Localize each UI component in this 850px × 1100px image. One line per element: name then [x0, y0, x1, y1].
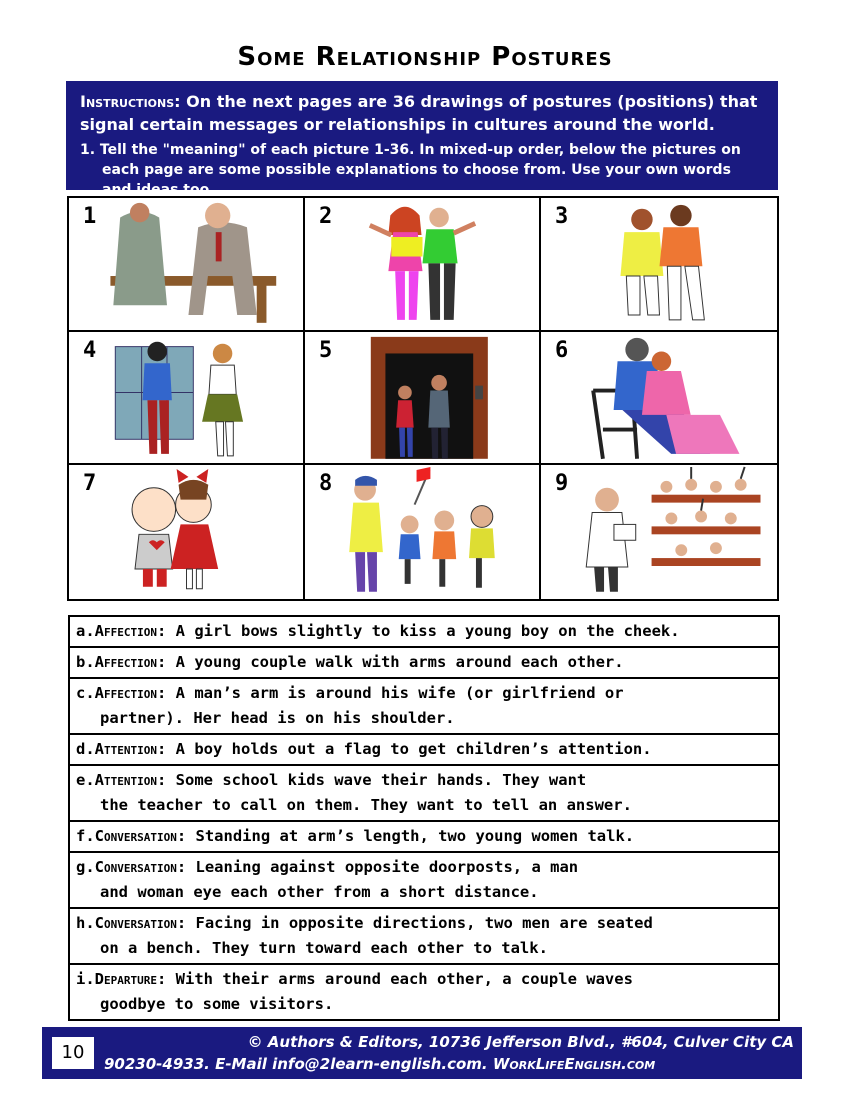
page-title: Some Relationship Postures [237, 42, 613, 72]
picture-cell-2 [305, 198, 541, 332]
answer-item-f [70, 822, 778, 853]
answer-text-continued: the teacher to call on them. They want to tell an answer. [100, 796, 632, 814]
page-number: 10 [52, 1037, 94, 1069]
picture-number: 6 [555, 337, 569, 363]
picture-cell-3 [541, 198, 777, 332]
picture-number: 5 [319, 337, 333, 363]
answer-text: Some school kids wave their hands. They want [166, 771, 587, 789]
page-footer [42, 1027, 802, 1079]
answer-item-e [70, 766, 778, 822]
answer-text-continued: on a bench. They turn toward each other to talk. [100, 939, 548, 957]
picture-grid [67, 196, 779, 601]
instructions-box [66, 81, 778, 198]
answer-letter: f. [76, 827, 95, 845]
illustration-classroom [541, 465, 777, 599]
answer-text: A boy holds out a flag to get children’s attention. [166, 740, 652, 758]
picture-number: 4 [83, 337, 97, 363]
picture-number: 8 [319, 471, 333, 497]
answer-item-i [70, 965, 778, 1019]
answer-category: Attention: [94, 771, 167, 789]
picture-cell-1 [69, 198, 305, 332]
answer-item-d [70, 735, 778, 766]
answer-list [68, 615, 780, 1021]
illustration-women-at-lockers [69, 332, 303, 464]
picture-cell-7 [69, 465, 305, 599]
answer-letter: e. [76, 771, 95, 789]
footer-copyright [104, 1031, 794, 1075]
footer-email: 90230-4933. E-Mail info@2learn-english.com. [104, 1055, 493, 1073]
answer-category: Affection: [94, 653, 167, 671]
footer-line-1: © Authors & Editors, 10736 Jefferson Blvd., #604, Culver City CA [247, 1033, 794, 1051]
answer-category: Conversation: [94, 914, 187, 932]
answer-text-continued: partner). Her head is on his shoulder. [100, 709, 455, 727]
picture-number: 7 [83, 471, 97, 497]
answer-item-g [70, 853, 778, 909]
footer-line-2 [104, 1053, 794, 1075]
answer-letter: i. [76, 970, 95, 988]
picture-cell-5 [305, 332, 541, 466]
answer-item-h [70, 909, 778, 965]
answer-item-b [70, 648, 778, 679]
footer-website: WorkLifeEnglish.com [492, 1055, 656, 1073]
answer-text: Facing in opposite directions, two men are seated [186, 914, 653, 932]
illustration-boy-with-flag [305, 465, 539, 599]
answer-item-a [70, 617, 778, 648]
illustration-couple-sitting [541, 332, 777, 464]
picture-cell-4 [69, 332, 305, 466]
answer-category: Affection: [94, 622, 167, 640]
picture-cell-9 [541, 465, 777, 599]
picture-cell-8 [305, 465, 541, 599]
illustration-men-on-bench [69, 198, 303, 330]
picture-number: 9 [555, 471, 569, 497]
answer-text: A young couple walk with arms around each other. [166, 653, 624, 671]
answer-text-continued: goodbye to some visitors. [100, 995, 334, 1013]
instructions-item-1: 1. Tell the "meaning" of each picture 1-36. In mixed-up order, below the pictures on each page are some possible explanations to choose from. Use your own words and ideas too. [80, 142, 741, 198]
answer-letter: g. [76, 858, 95, 876]
answer-category: Affection: [94, 684, 167, 702]
answer-letter: b. [76, 653, 95, 671]
picture-number: 1 [83, 204, 97, 229]
answer-letter: d. [76, 740, 95, 758]
answer-text: Standing at arm’s length, two young women talk. [186, 827, 635, 845]
answer-category: Attention: [94, 740, 167, 758]
answer-category: Conversation: [94, 827, 187, 845]
answer-text: Leaning against opposite doorposts, a man [186, 858, 579, 876]
answer-text: With their arms around each other, a couple waves [166, 970, 633, 988]
answer-category: Departure: [94, 970, 167, 988]
answer-text: A girl bows slightly to kiss a young boy on the cheek. [166, 622, 680, 640]
answer-letter: a. [76, 622, 95, 640]
answer-category: Conversation: [94, 858, 187, 876]
instructions-lead: Instructions: [80, 92, 181, 111]
answer-text: A man’s arm is around his wife (or girlfriend or [166, 684, 624, 702]
answer-text-continued: and woman eye each other from a short distance. [100, 883, 539, 901]
picture-number: 2 [319, 204, 333, 229]
picture-number: 3 [555, 204, 569, 229]
instructions-text: On the next pages are 36 drawings of postures (positions) that signal certain messages or relationships in cultures around the world. [80, 92, 758, 134]
answer-letter: h. [76, 914, 95, 932]
illustration-couple-waving [305, 198, 539, 330]
illustration-doorway-couple [305, 332, 539, 464]
answer-item-c [70, 679, 778, 735]
illustration-girl-kissing-boy [69, 465, 303, 599]
picture-cell-6 [541, 332, 777, 466]
answer-letter: c. [76, 684, 95, 702]
instructions-intro [80, 90, 764, 136]
illustration-couple-walking [541, 198, 777, 330]
